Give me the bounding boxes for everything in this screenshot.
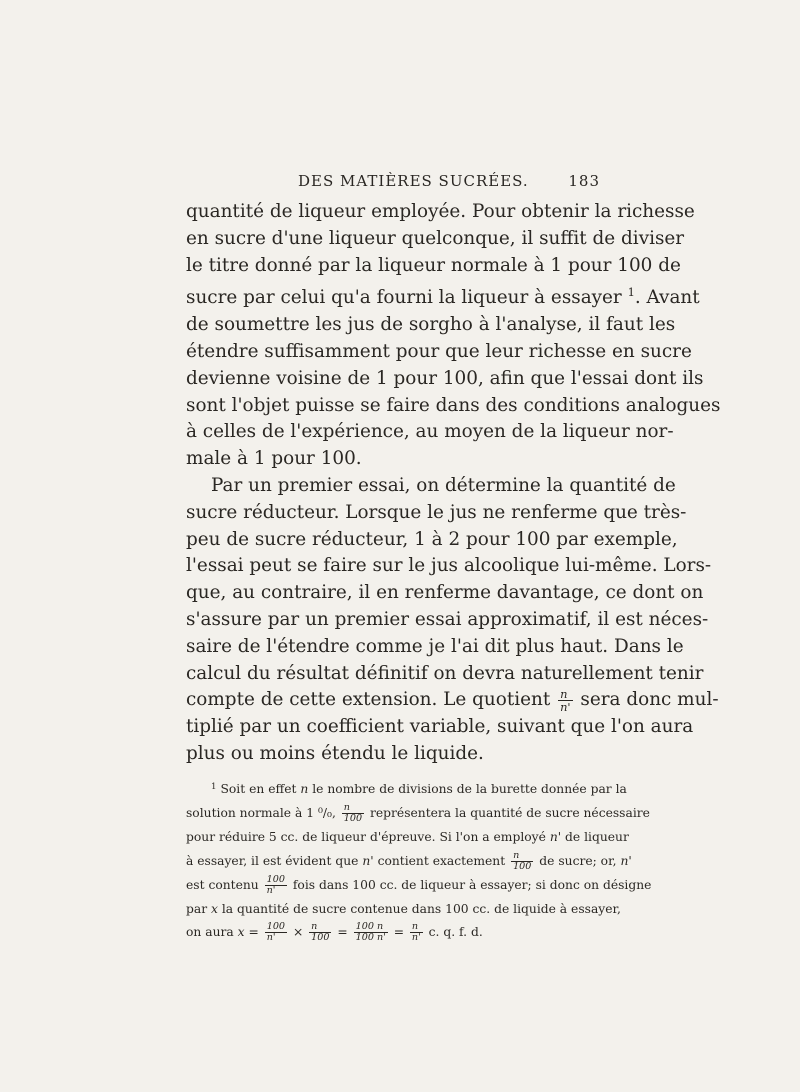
text-line: quantité de liqueur employée. Pour obtenir la richesse [186,201,695,222]
fraction-denominator: 100 n' [355,932,386,944]
fraction-denominator: 100 [343,812,363,824]
fraction-denominator: 100 [513,860,532,872]
text-line: que, au contraire, il en renferme davantage, ce dont on [186,582,704,604]
math-variable: x [237,925,245,940]
text-line [186,687,719,715]
text-line: sucre réducteur. Lorsque le jus ne renferme que très- [186,501,687,523]
math-variable: n' [620,853,632,868]
text-fragment: la quantité de sucre contenue dans 100 cc. de liquide à essayer, [221,901,621,916]
math-variable: n' [362,853,374,868]
text-line: peu de sucre réducteur, 1 à 2 pour 100 par exemple, [186,528,678,550]
fraction [265,922,287,943]
fraction [309,922,331,943]
fraction-denominator: 100 [311,932,330,944]
text-line: étendre suffisamment pour que leur richesse en sucre [186,340,692,362]
text-fragment: fois dans 100 cc. de liqueur à essayer; si donc on désigne [292,877,652,892]
math-variable: x [211,901,218,916]
text-fragment: de liqueur [565,829,629,844]
text-line: de soumettre les jus de sorgho à l'analyse, il faut les [186,314,676,336]
math-operator: = [337,925,348,940]
fraction-denominator: n' [411,932,421,944]
fraction [410,922,423,943]
fraction-denominator: n' [266,932,276,944]
footnote-line [186,898,621,922]
text-fragment: compte de cette extension. Le quotient [186,689,551,711]
text-line: calcul du résultat définitif on devra naturellement tenir [186,662,704,684]
text-line: à celles de l'expérience, au moyen de la liqueur nor- [186,421,674,443]
footnote-line [186,826,629,850]
text-fragment: pour réduire 5 cc. de liqueur d'épreuve. Si l'on a employé [186,829,546,844]
fraction [511,851,533,872]
footnote-equation [186,921,598,945]
text-line: Par un premier essai, on détermine la quantité de [211,474,676,496]
fraction [265,875,287,896]
fraction-denominator: n' [266,884,276,896]
fraction-numerator: 100 [266,921,286,933]
text-fragment: à essayer, il est évident que [186,853,359,868]
footnote [186,776,652,945]
fraction-numerator: n [309,922,331,933]
text-fragment: de sucre; or, [539,853,617,868]
text-line: tiplié par un coefficient variable, suivant que l'on aura [186,716,694,738]
footnote-mark: 1 [211,782,217,792]
text-fragment: . Avant [634,287,700,309]
fraction [558,688,572,713]
text-line: l'essai peut se faire sur le jus alcoolique lui-même. Lors- [186,555,712,577]
text-line: devienne voisine de 1 pour 100, afin que l'essai dont ils [186,367,704,389]
fraction-numerator: n [410,922,423,933]
footnote-line [186,776,627,802]
text-fragment: Soit en effet [220,782,297,796]
footnote-reference: 1 [627,285,635,300]
text-fragment: sera donc mul- [580,689,719,711]
math-variable: n' [549,829,562,844]
running-title: DES MATIÈRES SUCRÉES. [298,172,529,190]
text-fragment: représentera la quantité de sucre nécessaire [370,805,650,820]
fraction [354,922,388,943]
text-fragment: le nombre de divisions de la burette donnée par la [312,782,627,796]
math-operator: = [393,925,404,940]
main-text [186,199,721,768]
text-fragment: par [186,901,208,916]
fraction-numerator: n [511,851,533,862]
text-fragment: solution normale à 1 ⁰/₀, [186,805,336,820]
text-line: male à 1 pour 100. [186,448,362,470]
fraction-numerator: n [342,803,364,814]
math-variable: n [300,782,309,796]
fraction-numerator: 100 [266,873,285,885]
footnote-line [186,849,632,874]
fraction-denominator: n' [560,700,571,715]
text-line: sont l'objet puisse se faire dans des conditions analogues [186,394,721,416]
math-operator: = [248,925,259,940]
text-fragment: on aura [186,925,234,940]
text-fragment: contient exactement [377,853,506,868]
text-line: plus ou moins étendu le liquide. [186,742,484,764]
fraction [342,803,364,824]
text-line: en sucre d'une liqueur quelconque, il suffit de diviser [186,227,685,249]
math-operator: × [292,925,304,940]
text-fragment: sucre par celui qu'a fourni la liqueur à essayer [186,287,622,309]
fraction-numerator: 100 n [354,922,388,933]
footnote-line [186,801,650,826]
text-fragment: c. q. f. d. [428,925,483,940]
text-line: saire de l'étendre comme je l'ai dit plus haut. Dans le [186,635,684,657]
footnote-line [186,873,652,898]
text-fragment: est contenu [186,877,259,892]
text-line: le titre donné par la liqueur normale à 1 pour 100 de [186,254,681,276]
text-line: s'assure par un premier essai approximatif, il est néces- [186,608,709,630]
text-line [186,279,700,312]
fraction-numerator: n [558,688,572,701]
page-number: 183 [568,172,600,190]
